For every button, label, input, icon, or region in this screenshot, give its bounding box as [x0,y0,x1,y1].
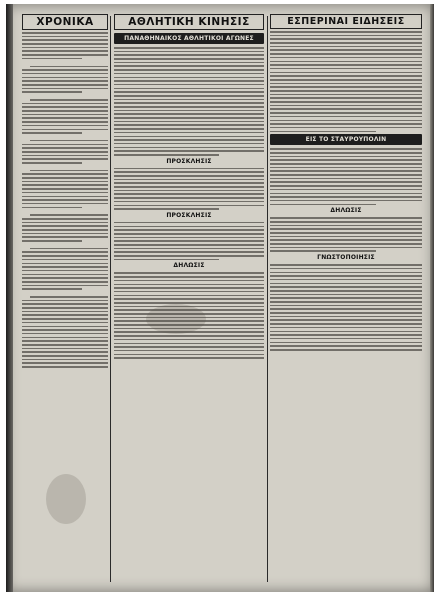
section-heading: ΠΡΟΣΚΛΗΣΙΣ [166,211,212,219]
column-subheading: ΕΙΣ ΤΟ ΣΤΑΥΡΟΥΠΟΛΙΝ [270,134,422,145]
section-heading: ΔΗΛΩΣΙΣ [330,207,362,215]
column-body-text [22,32,108,584]
section-heading: ΓΝΩΣΤΟΠΟΙΗΣΙΣ [317,254,375,262]
column-middle [114,14,264,584]
column-rule [267,16,268,582]
section-heading: ΠΡΟΣΚΛΗΣΙΣ [166,157,212,165]
column-heading: ΑΘΛΗΤΙΚΗ ΚΙΝΗΣΙΣ [114,14,264,30]
column-subheading: ΠΑΝΑΘΗΝΑΙΚΟΣ ΑΘΛΗΤΙΚΟΙ ΑΓΩΝΕΣ [114,33,264,44]
section-heading: ΔΗΛΩΣΙΣ [173,262,205,270]
column-body-text [270,31,422,584]
column-rule [110,16,111,582]
column-heading: ΧΡΟΝΙΚΑ [22,14,108,30]
page-right-edge [430,4,434,592]
column-heading: ΕΣΠΕΡΙΝΑΙ ΕΙΔΗΣΕΙΣ [270,14,422,29]
newspaper-page [6,4,434,592]
column-left [22,14,108,584]
column-right [270,14,422,584]
page-binding-edge [6,4,13,592]
column-body-text [114,47,264,584]
